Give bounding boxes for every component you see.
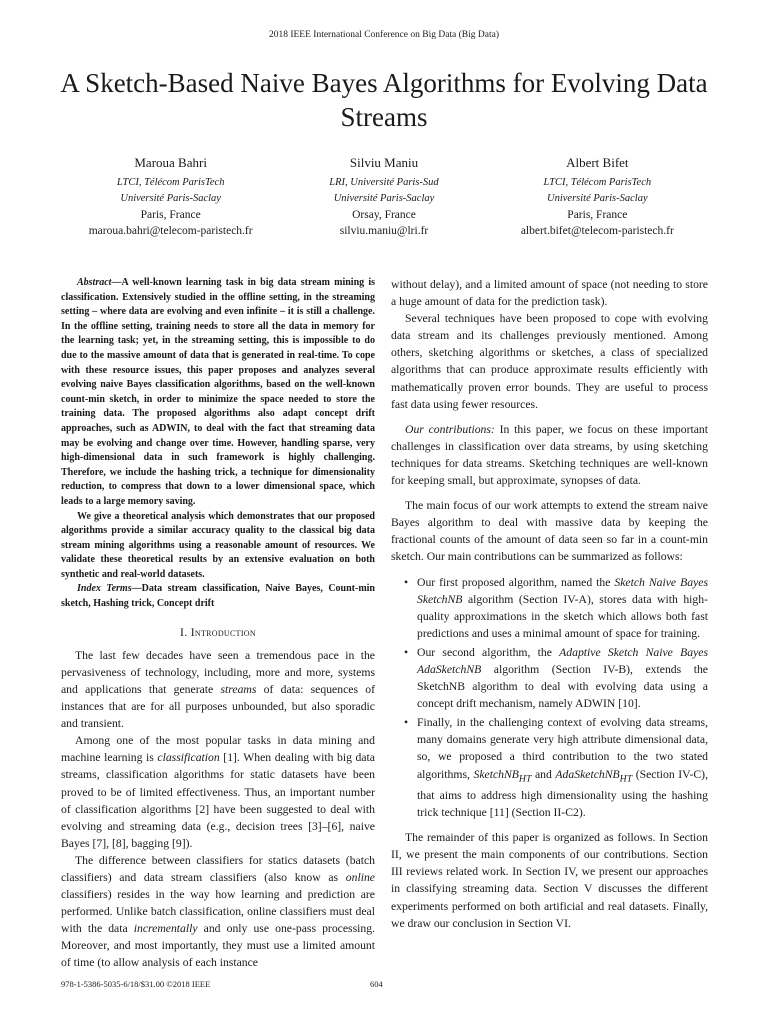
section-title: Introduction: [190, 625, 256, 639]
text-span: (Section IV-C), that aims to address high dimensionality using the hashing trick technique [11] (Section II-C2).: [417, 767, 708, 820]
author-name: Albert Bifet: [566, 155, 629, 170]
copyright-footer: 978-1-5386-5035-6/18/$31.00 ©2018 IEEE: [61, 979, 211, 989]
paper-title: A Sketch-Based Naive Bayes Algorithms for Evolving Data Streams: [60, 68, 708, 132]
author-email: silviu.maniu@lri.fr: [339, 225, 429, 237]
author-name: Silviu Maniu: [349, 155, 419, 170]
abstract-text: —A well-known learning task in big data stream mining is classification. Extensively studied in the offline setting, in the streaming setting – where data are evolving and even infinite – it is still a challenge. In the offline setting, training needs to store all the data in memory for the learning task; yet, in the streaming setting, this is impossible to do due to the massive amount of data that is generated in real-time. To cope with these resource issues, this paper proposes and analyzes several evolving naive Bayes classification algorithms, based on the well-known count-min sketch, in order to minimize the space needed to store the training data. The proposed algorithms also adapt concept drift approaches, such as ADWIN, to deal with the fact that streaming data may be evolving and change over time. However, handling sparse, very high-dimensional data in such framework is highly challenging. Therefore, we include the hashing trick, a technique for dimensionality reduction, to compress that down to a lower dimensional space, which leads to a large memory saving.: [61, 277, 375, 507]
author-city: Paris, France: [567, 209, 628, 221]
emphasis-text: Adaptive Sketch Naive Bayes AdaSketchNB: [417, 645, 708, 676]
text-span: of data: sequences of instances that are for all purposes unbounded, but also sporadic and transient.: [61, 682, 376, 731]
author-affiliation: Université Paris-Saclay: [120, 193, 221, 204]
list-item: [417, 644, 708, 712]
text-span: Our first proposed algorithm, named the: [417, 575, 615, 589]
contributions-list: [391, 574, 708, 822]
emphasis-text: streams: [220, 682, 257, 696]
author-affiliation: LTCI, Télécom ParisTech: [543, 177, 652, 188]
text-span: The difference between classifiers for statics datasets (batch classifiers) and data stream classifiers (also know as: [61, 853, 375, 884]
author-affiliation: LRI, Université Paris-Sud: [329, 177, 439, 188]
author-city: Paris, France: [140, 209, 201, 221]
index-terms-label: Index Terms: [77, 583, 132, 595]
text-span: Among one of the most popular tasks in data mining and machine learning is: [61, 734, 375, 765]
emphasis-text: classification: [157, 751, 220, 765]
abstract: [61, 276, 375, 510]
subscript-text: HT: [518, 772, 532, 784]
list-item: [417, 714, 708, 821]
contributions-label: Our contributions:: [405, 422, 495, 436]
section-number: I.: [180, 625, 188, 639]
text-span: and only use one-pass processing. Moreover, and most importantly, they must use a limited amount of time (to allow analysis of each instance: [61, 922, 375, 970]
intro-paragraph-2: [61, 732, 375, 852]
author-name: Maroua Bahri: [134, 155, 207, 170]
emphasis-text: Sketch Naive Bayes SketchNB: [417, 575, 708, 606]
list-item: [417, 574, 708, 642]
index-terms-text: —Data stream classification, Naive Bayes, Count-min sketch, Hashing trick, Concept drift: [61, 583, 375, 610]
author-1: [64, 155, 277, 239]
text-span: The last few decades have seen a tremendous pace in the pervasiveness of technology, including, more and more, systems and applications that generate: [61, 648, 375, 696]
emphasis-text: AdaSketchNB: [555, 767, 620, 781]
abstract-paragraph-2: We give a theoretical analysis which demonstrates that our proposed algorithms provide a similar accuracy quality to the classical big data stream mining algorithms using a reasonable amount of resources. We validate these theoretical results by an extensive evaluation on both synthetic and real-world datasets.: [61, 510, 375, 580]
author-email: maroua.bahri@telecom-paristech.fr: [88, 225, 253, 237]
author-city: Orsay, France: [352, 209, 416, 221]
text-span: algorithm (Section IV-B), extends the SketchNB algorithm to deal with evolving data using a concept drift mechanism, namely ADWIN [10].: [417, 662, 708, 711]
author-email: albert.bifet@telecom-paristech.fr: [520, 225, 674, 237]
abstract-label: Abstract: [77, 277, 112, 288]
text-span: algorithm (Section IV-A), stores data with high-quality approximations in the sketch which allows both fast predictions and uses a minimal amount of space for training.: [417, 592, 708, 640]
author-affiliation: LTCI, Télécom ParisTech: [116, 177, 225, 188]
organization-paragraph: The remainder of this paper is organized as follows. In Section II, we present the main components of our contributions. Section III reviews related work. In Section IV, we present our approaches in classifying streaming data. Section V discusses the different experiments performed on both artificial and real datasets. Finally, we draw our conclusion in Section VI.: [391, 831, 708, 930]
author-affiliation: Université Paris-Saclay: [333, 193, 435, 204]
right-paragraph-1: without delay), and a limited amount of space (not needing to store a huge amount of data for the prediction task).: [391, 278, 708, 309]
author-affiliation: Université Paris-Saclay: [547, 193, 648, 204]
index-terms: [61, 582, 375, 611]
page-number: 604: [370, 979, 383, 989]
text-span: In this paper, we focus on these important challenges in classification over data streams, by using sketching techniques for data streams. Sketching techniques are well-known for keeping small, but approximate, synopses of data.: [391, 422, 709, 488]
intro-paragraph-3: [61, 852, 375, 972]
text-span: classifiers) resides in the way how learning and prediction are performed. Unlike batch classification, online classifiers must deal with the data: [61, 888, 375, 936]
right-column: [391, 276, 708, 932]
intro-paragraph-1: [61, 647, 375, 732]
subscript-text: HT: [619, 772, 633, 784]
right-paragraph-2: Several techniques have been proposed to cope with evolving data stream and its challenges previously mentioned. Among others, sketching algorithms or sketches, a class of specialized algorithms that can produce approximate results efficiently with mathematically proven error bounds. They are useful to process fast data using fewer resources.: [391, 312, 708, 411]
text-span: Finally, in the challenging context of evolving data streams, many domains generate very high attribute dimensional data, so, we proposed a third contribution to the two stated algorithms,: [417, 716, 708, 781]
emphasis-text: SketchNB: [473, 767, 519, 781]
text-span: Our second algorithm, the: [417, 645, 560, 659]
author-3: [491, 155, 704, 239]
conference-header: 2018 IEEE International Conference on Big Data (Big Data): [268, 30, 500, 40]
main-focus-paragraph: The main focus of our work attempts to extend the stream naive Bayes algorithm to deal with massive data by keeping the fractional counts of the amount of data seen so far in a count-min sketch. Our main contributions can be summarized as follows:: [391, 499, 708, 564]
section-heading-introduction: [61, 624, 375, 641]
emphasis-text: incrementally: [133, 922, 198, 936]
left-column: [61, 276, 375, 972]
text-span: [1]. When dealing with big data streams, classification algorithms for static datasets have been proved to be of limited effectiveness. Thus, an important number of classification algorithms [2] have been suggested to deal with evolving and streaming data (e.g., decision trees [3]–[6], naive Bayes [7], [8], bagging [9]).: [61, 751, 375, 850]
emphasis-text: online: [345, 870, 375, 884]
text-span: and: [531, 767, 556, 781]
author-2: [277, 155, 490, 239]
contributions-paragraph: [391, 421, 708, 489]
author-block: [64, 155, 704, 239]
